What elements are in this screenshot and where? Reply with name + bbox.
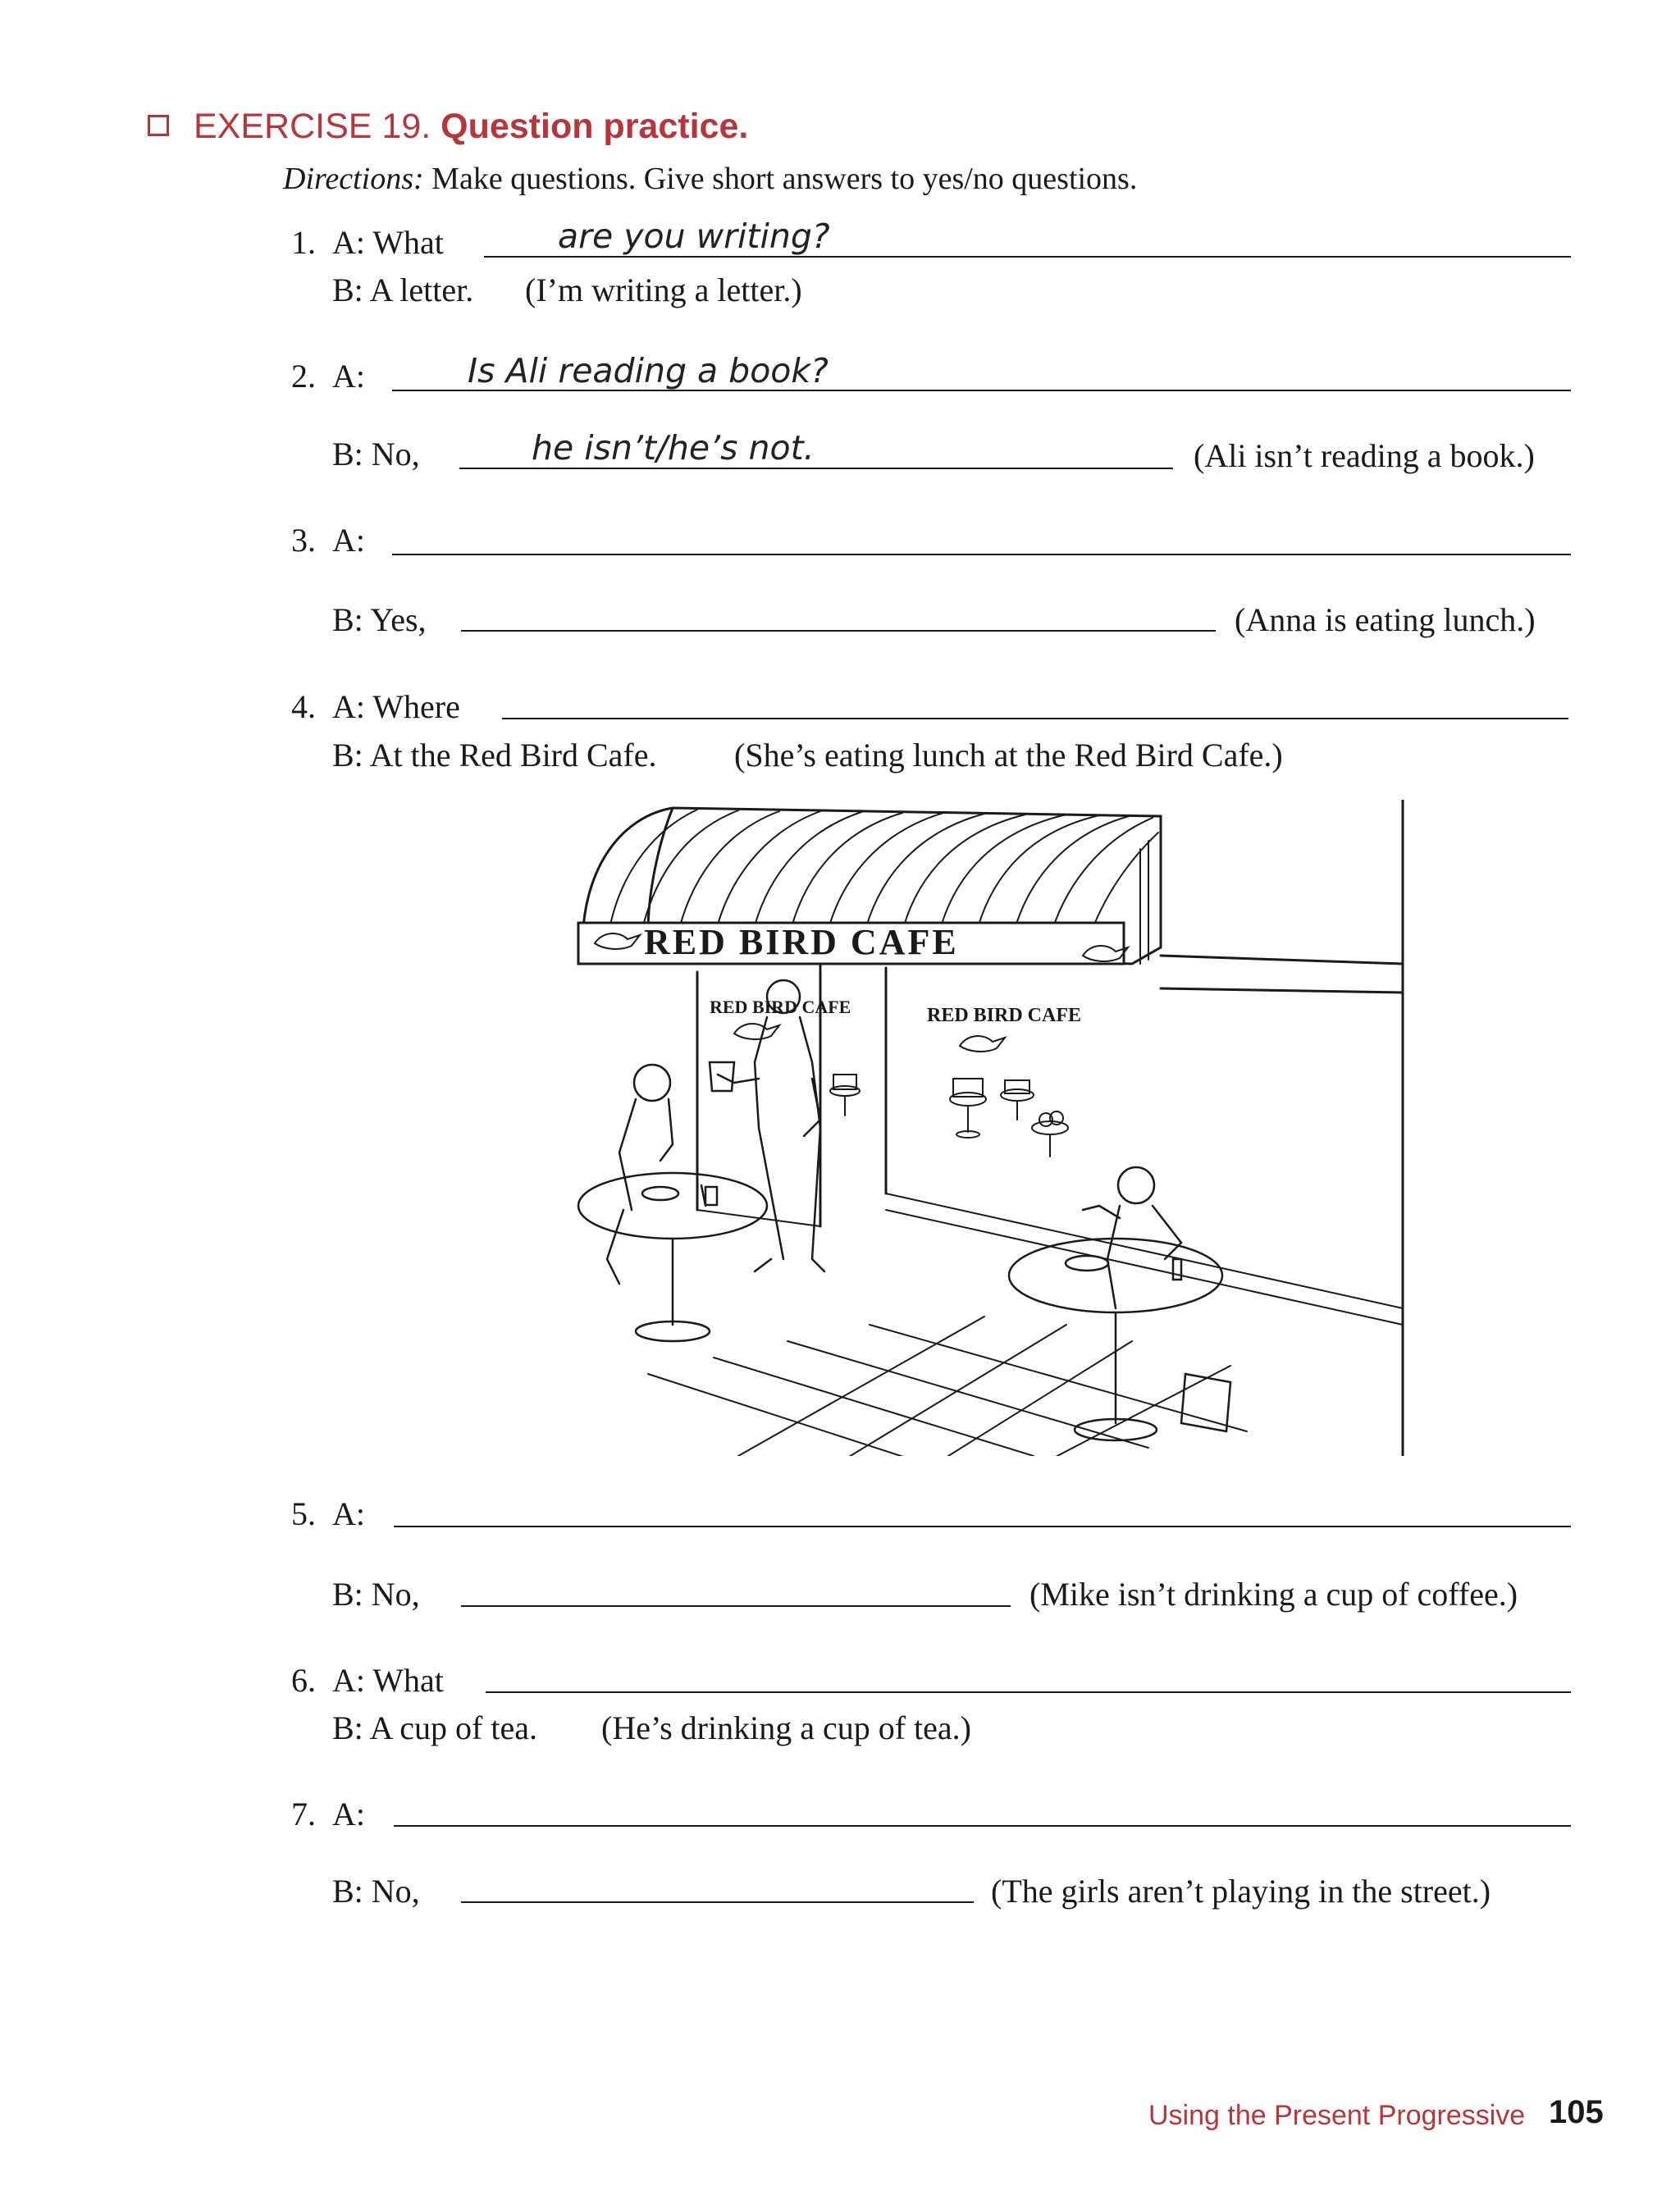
item-2-b-answer: he isn’t/he’s not. — [532, 428, 815, 468]
waiter — [710, 980, 824, 1271]
item-2-a-answer: Is Ali reading a book? — [468, 351, 829, 390]
item-2-a-prefix: A: — [332, 358, 365, 395]
item-5-b-note: (Mike isn’t drinking a cup of coffee.) — [1029, 1576, 1518, 1613]
item-4-a-blank[interactable] — [502, 718, 1568, 719]
item-2-number: 2. — [291, 358, 316, 395]
item-6-number: 6. — [291, 1662, 316, 1699]
directions — [283, 161, 1137, 197]
item-4-b-note: (She’s eating lunch at the Red Bird Cafe.) — [734, 737, 1283, 774]
item-1-number: 1. — [291, 224, 316, 261]
item-5-b-prefix: B: No, — [332, 1576, 420, 1613]
item-1-a-prefix: A: What — [332, 224, 444, 261]
window-text-right: RED BIRD CAFE — [927, 1005, 1082, 1026]
item-3-b-note: (Anna is eating lunch.) — [1235, 601, 1536, 638]
item-4-a-prefix: A: Where — [332, 688, 460, 725]
window-text-left: RED BIRD CAFE — [710, 997, 851, 1017]
directions-label: Directions: — [283, 162, 424, 196]
item-1-b-note: (I’m writing a letter.) — [525, 272, 802, 308]
item-2-b-prefix: B: No, — [332, 436, 420, 472]
item-1-b-prefix: B: A letter. — [332, 272, 474, 308]
item-7-a-prefix: A: — [332, 1796, 365, 1832]
item-2-b-note: (Ali isn’t reading a book.) — [1194, 437, 1535, 474]
cafe-sign-text: RED BIRD CAFE — [644, 922, 959, 962]
exercise-title: Question practice. — [441, 107, 749, 146]
cake-stands — [830, 1075, 1068, 1157]
man-at-table — [1009, 1167, 1230, 1440]
item-7-b-note: (The girls aren’t playing in the street.) — [991, 1873, 1491, 1910]
item-3-a-blank[interactable] — [392, 554, 1571, 555]
item-5-number: 5. — [291, 1495, 316, 1532]
bird-icon — [734, 1024, 779, 1039]
exercise-heading — [194, 107, 748, 147]
item-1-a-blank[interactable] — [484, 256, 1571, 258]
item-3-b-prefix: B: Yes, — [332, 601, 427, 638]
woman-at-table — [578, 1065, 767, 1341]
item-7-b-blank[interactable] — [461, 1901, 974, 1903]
item-3-b-blank[interactable] — [461, 630, 1216, 632]
chapter-title: Using the Present Progressive — [1148, 2100, 1526, 2131]
item-6-a-blank[interactable] — [486, 1691, 1571, 1693]
item-1-a-answer: are you writing? — [558, 217, 830, 256]
item-3-number: 3. — [291, 522, 316, 559]
item-4-number: 4. — [291, 688, 316, 725]
directions-text: Make questions. Give short answers to yes/no questions. — [431, 162, 1138, 196]
checkbox-icon[interactable] — [148, 115, 169, 136]
item-7-b-prefix: B: No, — [332, 1873, 420, 1910]
item-7-number: 7. — [291, 1796, 316, 1832]
item-3-a-prefix: A: — [332, 522, 365, 559]
cafe-illustration — [574, 800, 1411, 1456]
page-number: 105 — [1549, 2094, 1604, 2130]
item-5-a-blank[interactable] — [394, 1526, 1571, 1527]
item-4-b-prefix: B: At the Red Bird Cafe. — [332, 737, 657, 774]
item-5-a-prefix: A: — [332, 1495, 365, 1532]
item-6-b-note: (He’s drinking a cup of tea.) — [601, 1709, 971, 1746]
item-6-b-prefix: B: A cup of tea. — [332, 1709, 537, 1746]
item-5-b-blank[interactable] — [461, 1605, 1011, 1607]
item-2-b-blank[interactable] — [459, 468, 1173, 469]
item-7-a-blank[interactable] — [394, 1825, 1571, 1827]
item-6-a-prefix: A: What — [332, 1662, 444, 1699]
floor-tiles — [648, 1317, 1247, 1456]
bird-icon — [960, 1036, 1005, 1052]
exercise-label: EXERCISE 19. — [194, 107, 431, 146]
